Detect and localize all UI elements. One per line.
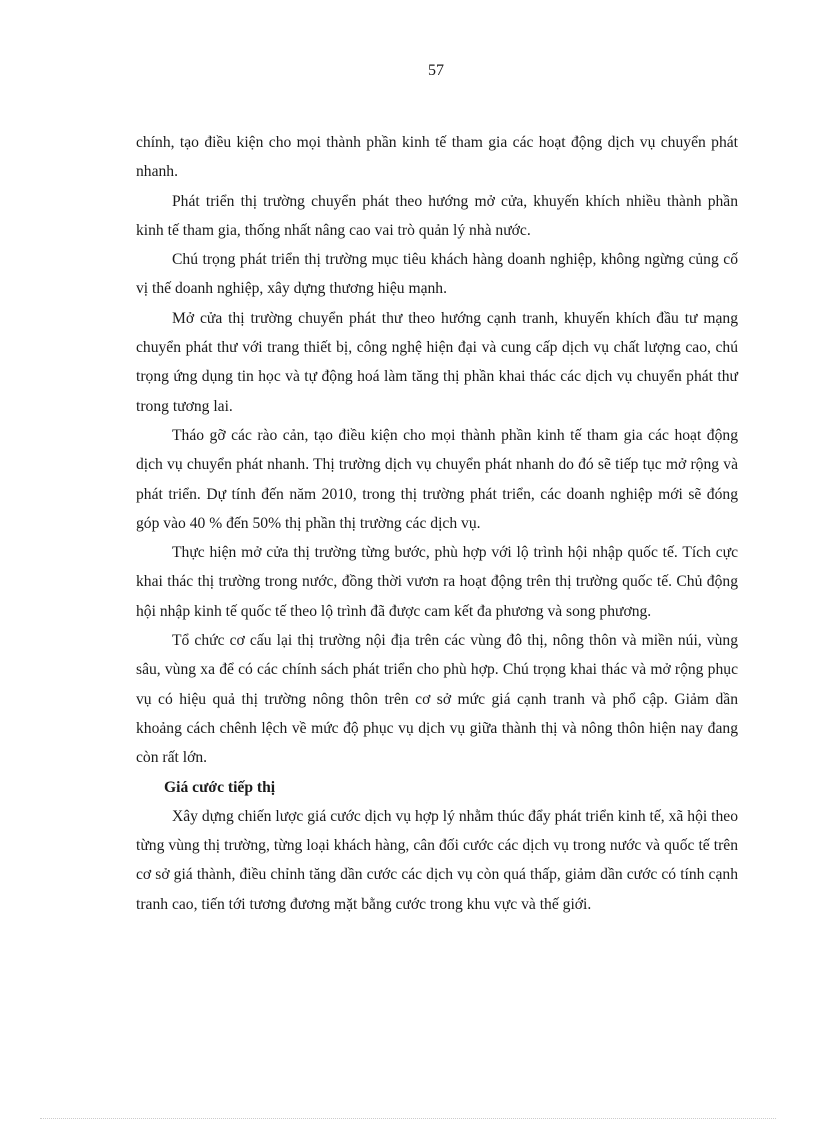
- page-number: 57: [428, 62, 444, 79]
- document-body: [136, 128, 738, 919]
- page-bottom-divider: [40, 1118, 776, 1119]
- paragraph-domestic-restructure: Tổ chức cơ cấu lại thị trường nội địa trên các vùng đô thị, nông thôn và miền núi, vùng sâu, vùng xa để có các chính sách phát triển cho phù hợp. Chú trọng khai thác và mở rộng phục vụ có hiệu quả thị trường nông thôn trên cơ sở mức giá cạnh tranh và phổ cập. Giảm dần khoảng cách chênh lệch về mức độ phục vụ dịch vụ giữa thành thị và nông thôn hiện nay đang còn rất lớn.: [136, 632, 738, 767]
- paragraph-remove-barriers: Tháo gỡ các rào cản, tạo điều kiện cho mọi thành phần kinh tế tham gia các hoạt động dịch vụ chuyển phát nhanh. Thị trường dịch vụ chuyển phát nhanh do đó sẽ tiếp tục mở rộng và phát triển. Dự tính đến năm 2010, trong thị trường phát triển, các doanh nghiệp mới sẽ đóng góp vào 40 % đến 50% thị phần thị trường các dịch vụ.: [136, 426, 738, 532]
- paragraph-delivery-market: Phát triển thị trường chuyển phát theo hướng mở cửa, khuyến khích nhiều thành phần kinh tế tham gia, thống nhất nâng cao vai trò quản lý nhà nước.: [136, 192, 738, 239]
- paragraph-continuation: chính, tạo điều kiện cho mọi thành phần kinh tế tham gia các hoạt động dịch vụ chuyển phát nhanh.: [136, 134, 738, 181]
- paragraph-pricing-strategy: Xây dựng chiến lược giá cước dịch vụ hợp lý nhằm thúc đẩy phát triển kinh tế, xã hội theo từng vùng thị trường, từng loại khách hàng, cân đối cước các dịch vụ trong nước và quốc tế trên cơ sở giá thành, điều chỉnh tăng dần cước các dịch vụ còn quá thấp, giảm dần cước có tính cạnh tranh cao, tiến tới tương đương mặt bằng cước trong khu vực và thế giới.: [136, 807, 738, 913]
- paragraph-integration: Thực hiện mở cửa thị trường từng bước, phù hợp với lộ trình hội nhập quốc tế. Tích cực khai thác thị trường trong nước, đồng thời vươn ra hoạt động trên thị trường quốc tế. Chủ động hội nhập kinh tế quốc tế theo lộ trình đã được cam kết đa phương và song phương.: [136, 544, 738, 620]
- paragraph-target-market: Chú trọng phát triển thị trường mục tiêu khách hàng doanh nghiệp, không ngừng củng cố vị thế doanh nghiệp, xây dựng thương hiệu mạnh.: [136, 251, 738, 298]
- paragraph-open-market: Mở cửa thị trường chuyển phát thư theo hướng cạnh tranh, khuyến khích đầu tư mạng chuyển phát thư với trang thiết bị, công nghệ hiện đại và cung cấp dịch vụ chất lượng cao, chú trọng ứng dụng tin học và tự động hoá làm tăng thị phần khai thác các dịch vụ chuyển phát thư trong tương lai.: [136, 309, 738, 415]
- section-heading-pricing: Giá cước tiếp thị: [164, 778, 276, 796]
